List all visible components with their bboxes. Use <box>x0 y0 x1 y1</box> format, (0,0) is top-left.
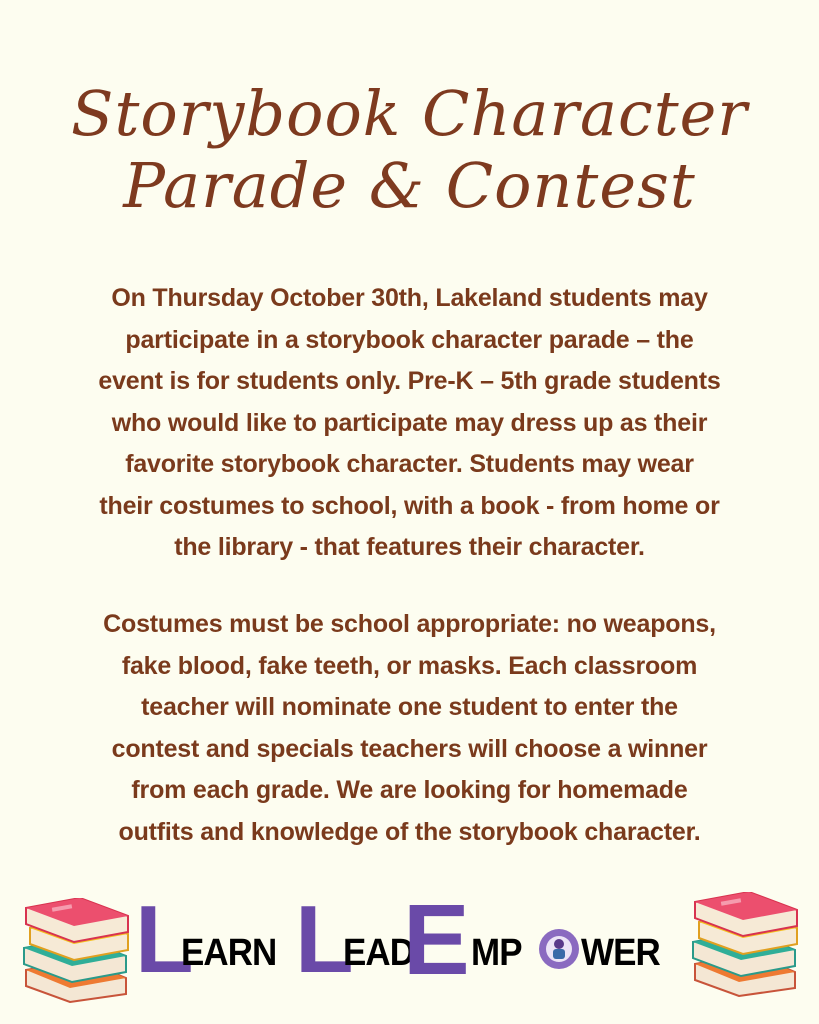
text-line: the library - that features their character. <box>174 533 645 561</box>
book-stack-icon <box>22 898 132 1003</box>
footer-banner <box>0 884 819 1010</box>
logo-letter-l: L <box>295 886 354 993</box>
costume-rules <box>20 604 799 853</box>
event-description <box>20 278 799 569</box>
text-line: event is for students only. Pre-K – 5th grade students <box>98 367 721 395</box>
logo-word-wer: WER <box>581 932 660 974</box>
title-line-2: Parade & Contest <box>123 149 696 222</box>
logo-word-ead: EAD <box>343 932 415 974</box>
text-line: outfits and knowledge of the storybook character. <box>118 817 701 846</box>
text-line: teacher will nominate one student to enter the <box>141 693 678 721</box>
text-line: from each grade. We are looking for homemade <box>131 776 688 804</box>
text-line: favorite storybook character. Students may wear <box>125 450 694 478</box>
text-line: participate in a storybook character parade – the <box>125 325 694 354</box>
text-line: who would like to participate may dress up as their <box>111 408 708 437</box>
text-line: Costumes must be school appropriate: no weapons, <box>103 610 716 638</box>
text-line: On Thursday October 30th, Lakeland students may <box>111 284 708 312</box>
logo-letter-l: L <box>135 886 194 993</box>
title-line-1: Storybook Character <box>71 77 748 150</box>
page-title <box>0 78 819 222</box>
text-line: their costumes to school, with a book - from home or <box>99 491 720 520</box>
book-stack-icon <box>690 892 802 997</box>
text-line: fake blood, fake teeth, or masks. Each classroom <box>121 651 698 680</box>
logo-word-earn: EARN <box>181 932 277 974</box>
wildcats-mascot-badge-icon <box>538 928 580 970</box>
logo-letter-e: E <box>403 884 470 996</box>
text-line: contest and specials teachers will choose a winner <box>111 734 708 763</box>
logo-word-mp: MP <box>471 932 522 974</box>
